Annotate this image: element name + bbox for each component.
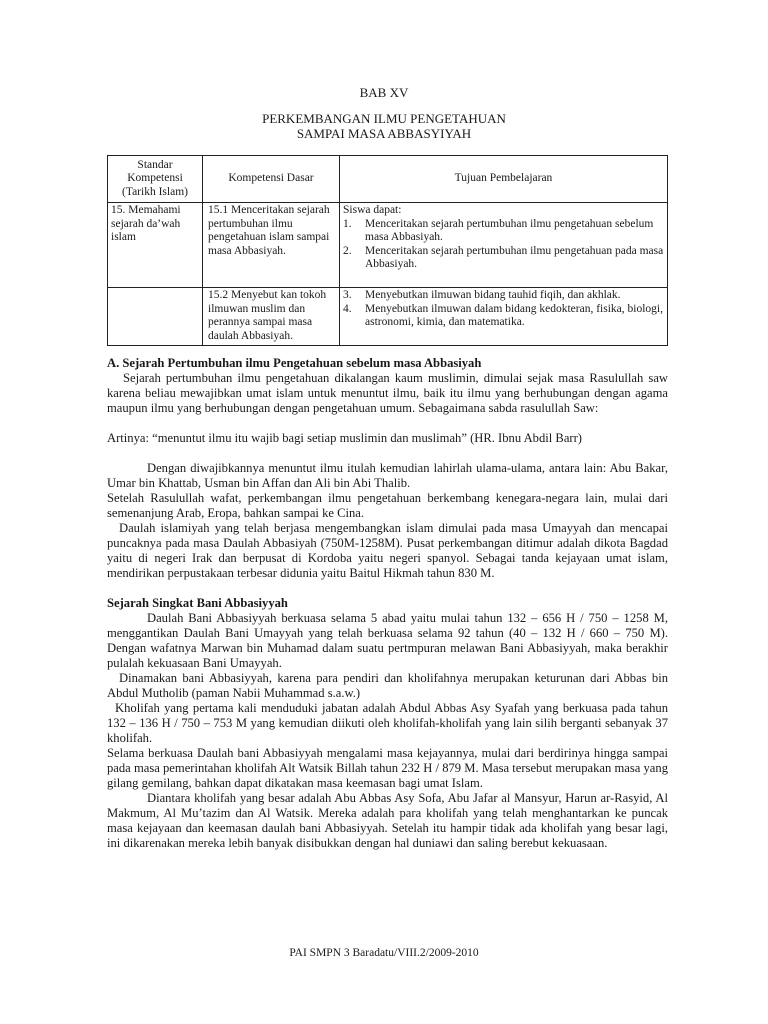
tujuan-text: Menyebutkan ilmuwan dalam bidang kedokteran, fisika, biologi, astronomi, kimia, dan matematika.	[365, 302, 663, 328]
tujuan-cell	[340, 203, 668, 288]
paragraph: Sejarah pertumbuhan ilmu pengetahuan dikalangan kaum muslimin, dimulai sejak masa Rasulullah saw karena beliau mewajibkan umat islam untuk menuntut ilmu, baik itu ilmu yang berhubungan dengan agama maupun ilmu yang berhubungan dengan pengetahuan umum. Sebagaimana sabda rasulullah Saw:	[107, 371, 668, 415]
competency-table	[107, 155, 668, 346]
paragraph: Daulah islamiyah yang telah berjasa mengembangkan islam dimulai pada masa Umayyah dan mencapai puncaknya pada masa Daulah Abbasiyah (750M-1258M). Pusat perkembangan ditimur adalah dikota Bagdad yaitu di negeri Irak dan berpusat di Kordoba yaitu negeri spanyol. Sebagai tanda kejayaan umat islam, mendirikan perpustakaan terbesar didunia yaitu Baitul Hikmah tahun 830 M.	[107, 521, 668, 580]
kompetensi-text: 15.2 Menyebut kan tokoh ilmuwan muslim dan perannya sampai masa daulah Abbasiyah.	[208, 289, 327, 342]
kompetensi-cell	[203, 203, 340, 288]
main-content	[107, 356, 668, 851]
kompetensi-text: 15.1 Menceritakan sejarah pertumbuhan ilmu pengetahuan islam sampai masa Abbasiyah.	[208, 204, 330, 257]
tujuan-intro: Siswa dapat:	[343, 204, 402, 216]
tujuan-number: 1.	[343, 217, 352, 230]
table-row	[108, 203, 668, 288]
paragraph: Diantara kholifah yang besar adalah Abu Abbas Asy Sofa, Abu Jafar al Mansyur, Harun ar-Rasyid, Al Makmum, Al Mu’tazim dan Al Watsik. Mereka adalah para kholifah yang telah menghantarkan ke puncak masa kejayaan dan keemasan daulah bani Abbasiyyah. Setelah itu hampir tidak ada kholifah yang besar lagi, ini dikarenakan mereka lebih banyak disibukkan dengan hal duniawi dan saling berebut kekuasaan.	[107, 791, 668, 850]
tujuan-number: 4.	[343, 302, 352, 315]
tujuan-list	[343, 218, 664, 272]
hadith-quote: Artinya: “menuntut ilmu itu wajib bagi setiap muslimin dan muslimah” (HR. Ibnu Abdil Barr)	[107, 431, 582, 445]
chapter-label: BAB XV	[359, 85, 409, 100]
standar-cell: 15. Memahami sejarah da’wah islam	[108, 203, 203, 288]
tujuan-text: Menceritakan sejarah pertumbuhan ilmu pengetahuan pada masa Abbasiyah.	[365, 244, 664, 270]
kompetensi-cell	[203, 288, 340, 346]
tujuan-text: Menceritakan sejarah pertumbuhan ilmu pengetahuan sebelum masa Abbasiyah.	[365, 217, 654, 243]
page-footer: PAI SMPN 3 Baradatu/VIII.2/2009-2010	[289, 947, 479, 959]
header-standar: Standar Kompetensi (Tarikh Islam)	[108, 156, 203, 203]
tujuan-list	[343, 289, 664, 330]
section-a-heading: A. Sejarah Pertumbuhan ilmu Pengetahuan sebelum masa Abbasiyah	[107, 356, 482, 370]
tujuan-number: 2.	[343, 244, 352, 257]
section-b-heading: Sejarah Singkat Bani Abbasiyyah	[107, 596, 288, 610]
chapter-title-line1: PERKEMBANGAN ILMU PENGETAHUAN	[262, 111, 506, 126]
header-tujuan: Tujuan Pembelajaran	[340, 156, 668, 203]
paragraph: Dinamakan bani Abbasiyyah, karena para pendiri dan kholifahnya merupakan keturunan dari Abbas bin Abdul Mutholib (paman Nabii Muhammad s.a.w.)	[107, 671, 668, 700]
tujuan-text: Menyebutkan ilmuwan bidang tauhid fiqih, dan akhlak.	[365, 289, 621, 301]
paragraph: Selama berkuasa Daulah bani Abbasiyyah mengalami masa kejayannya, mulai dari berdirinya hingga sampai pada masa pemerintahan kholifah Alt Watsik Billah tahun 232 H / 879 M. Masa tersebut merupakan masa yang gilang gemilang, bahkan dapat dikatakan masa keemasan bagi umat Islam.	[107, 746, 668, 790]
tujuan-item	[343, 289, 664, 303]
tujuan-cell	[340, 288, 668, 346]
tujuan-item	[343, 245, 664, 272]
paragraph: Daulah Bani Abbasiyyah berkuasa selama 5 abad yaitu mulai tahun 132 – 656 H / 750 – 1258 M, menggantikan Daulah Bani Umayyah yang telah berkuasa selama 92 tahun (40 – 132 H / 660 – 750 M). Dengan wafatnya Marwan bin Muhamad dalam suatu pertmpuran melawan Bani Abbasiyyah, maka berakhir pulalah kekuasaan Bani Umayyah.	[107, 611, 668, 670]
paragraph: Setelah Rasulullah wafat, perkembangan ilmu pengetahuan berkembang kenegara-negara lain, mulai dari semenanjung Arab, Eropa, bahkan sampai ke Cina.	[107, 491, 668, 520]
table-header-row	[108, 156, 668, 203]
tujuan-item	[343, 303, 664, 330]
paragraph: Kholifah yang pertama kali menduduki jabatan adalah Abdul Abbas Asy Syafah yang berkuasa pada tahun 132 – 136 H / 750 – 753 M yang kemudian diikuti oleh kholifah-kholifah yang lain silih berganti sebanyak 37 kholifah.	[107, 701, 668, 745]
standar-cell	[108, 288, 203, 346]
table-row	[108, 288, 668, 346]
header-kompetensi: Kompetensi Dasar	[203, 156, 340, 203]
tujuan-number: 3.	[343, 289, 352, 301]
paragraph: Dengan diwajibkannya menuntut ilmu itulah kemudian lahirlah ulama-ulama, antara lain: Abu Bakar, Umar bin Khattab, Usman bin Affan dan Ali bin Abi Thalib.	[107, 461, 668, 490]
tujuan-item	[343, 218, 664, 245]
chapter-title-line2: SAMPAI MASA ABBASYIYAH	[296, 126, 472, 141]
